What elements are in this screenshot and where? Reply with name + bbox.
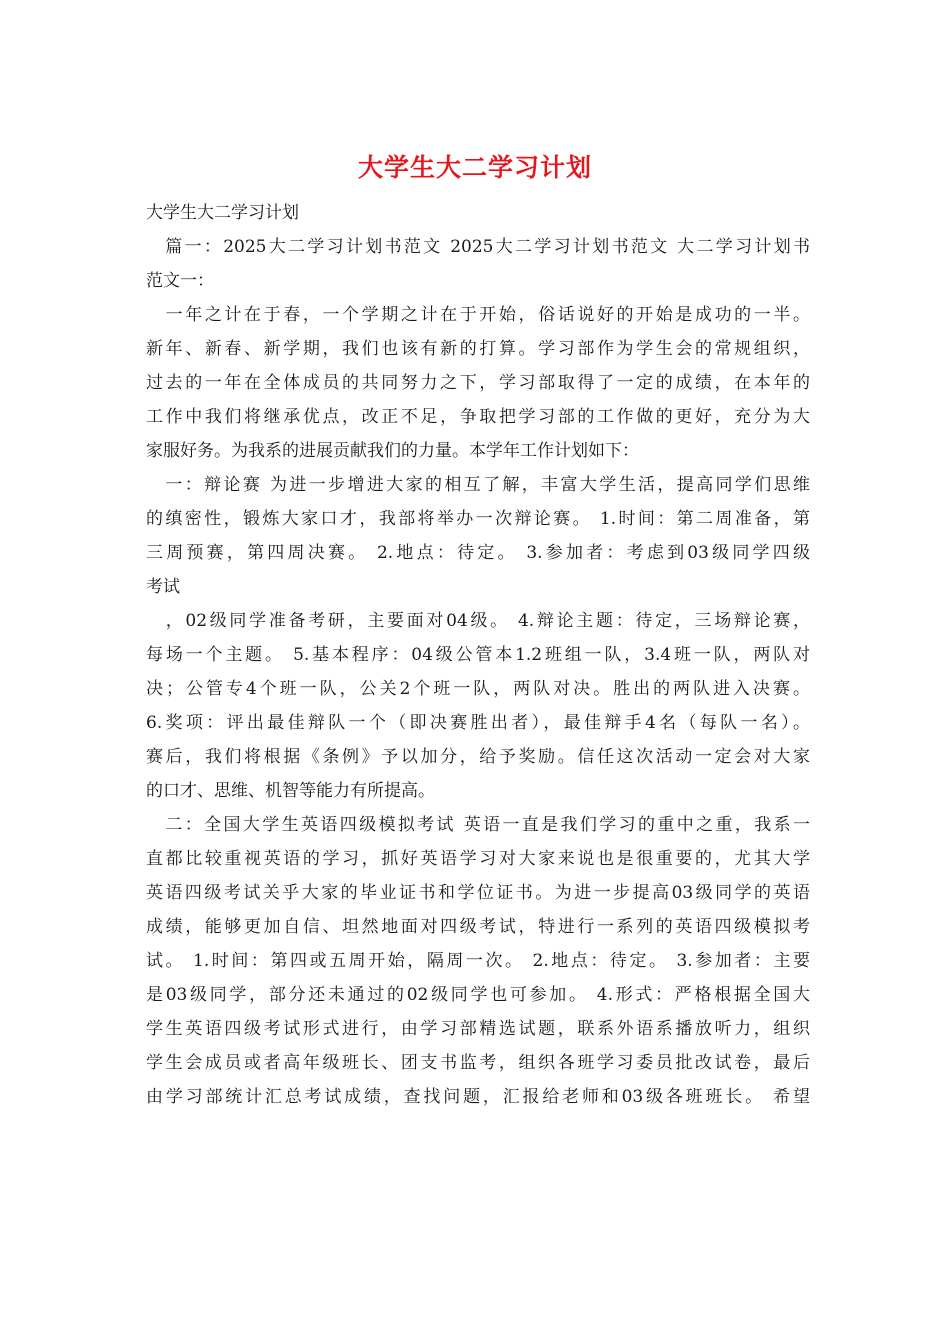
text-line: 决；公管专4个班一队，公关2个班一队，两队对决。胜出的两队进入决赛。 xyxy=(146,679,810,699)
text-line: 是03级同学，部分还未通过的02级同学也可参加。 4.形式：严格根据全国大 xyxy=(146,985,810,1005)
text-line: 范文一： xyxy=(146,271,214,291)
text-line: 篇一：2025大二学习计划书范文 2025大二学习计划书范文 大二学习计划书 xyxy=(146,237,810,257)
text-line: 一年之计在于春，一个学期之计在于开始，俗话说好的开始是成功的一半。 xyxy=(146,305,810,325)
text-line: 成绩，能够更加自信、坦然地面对四级考试，特进行一系列的英语四级模拟考 xyxy=(146,917,810,937)
text-line: 直都比较重视英语的学习，抓好英语学习对大家来说也是很重要的，尤其大学 xyxy=(146,849,810,869)
text-line: 学生英语四级考试形式进行，由学习部精选试题，联系外语系播放听力，组织 xyxy=(146,1019,810,1039)
text-line: 考试 xyxy=(146,577,180,597)
text-line: 每场一个主题。 5.基本程序：04级公管本1.2班组一队，3.4班一队，两队对 xyxy=(146,645,810,665)
text-line: 的口才、思维、机智等能力有所提高。 xyxy=(146,781,435,801)
text-line: 工作中我们将继承优点，改正不足，争取把学习部的工作做的更好，充分为大 xyxy=(146,407,810,427)
text-line: 试。 1.时间：第四或五周开始，隔周一次。 2.地点：待定。 3.参加者：主要 xyxy=(146,951,810,971)
text-line: 的缜密性，锻炼大家口才，我部将举办一次辩论赛。 1.时间：第二周准备，第 xyxy=(146,509,810,529)
text-line: 一：辩论赛 为进一步增进大家的相互了解，丰富大学生活，提高同学们思维 xyxy=(146,475,810,495)
text-line: 家服好务。为我系的进展贡献我们的力量。本学年工作计划如下： xyxy=(146,441,639,461)
text-line: 新年、新春、新学期，我们也该有新的打算。学习部作为学生会的常规组织， xyxy=(146,339,810,359)
text-line: ，02级同学准备考研，主要面对04级。 4.辩论主题：待定，三场辩论赛， xyxy=(146,611,810,631)
document-body xyxy=(146,196,810,1114)
text-line: 英语四级考试关乎大家的毕业证书和学位证书。为进一步提高03级同学的英语 xyxy=(146,883,810,903)
text-line: 二：全国大学生英语四级模拟考试 英语一直是我们学习的重中之重，我系一 xyxy=(146,815,810,835)
text-line: 由学习部统计汇总考试成绩，查找问题，汇报给老师和03级各班班长。 希望 xyxy=(146,1087,810,1107)
text-line: 赛后，我们将根据《条例》予以加分，给予奖励。信任这次活动一定会对大家 xyxy=(146,747,810,767)
document-title: 大学生大二学习计划 xyxy=(357,153,592,182)
text-line: 大学生大二学习计划 xyxy=(146,203,299,223)
text-line: 三周预赛，第四周决赛。 2.地点：待定。 3.参加者：考虑到03级同学四级 xyxy=(146,543,810,563)
text-line: 过去的一年在全体成员的共同努力之下，学习部取得了一定的成绩，在本年的 xyxy=(146,373,810,393)
text-line: 6.奖项：评出最佳辩队一个（即决赛胜出者），最佳辩手4名（每队一名）。 xyxy=(146,713,810,733)
text-line: 学生会成员或者高年级班长、团支书监考，组织各班学习委员批改试卷，最后 xyxy=(146,1053,810,1073)
